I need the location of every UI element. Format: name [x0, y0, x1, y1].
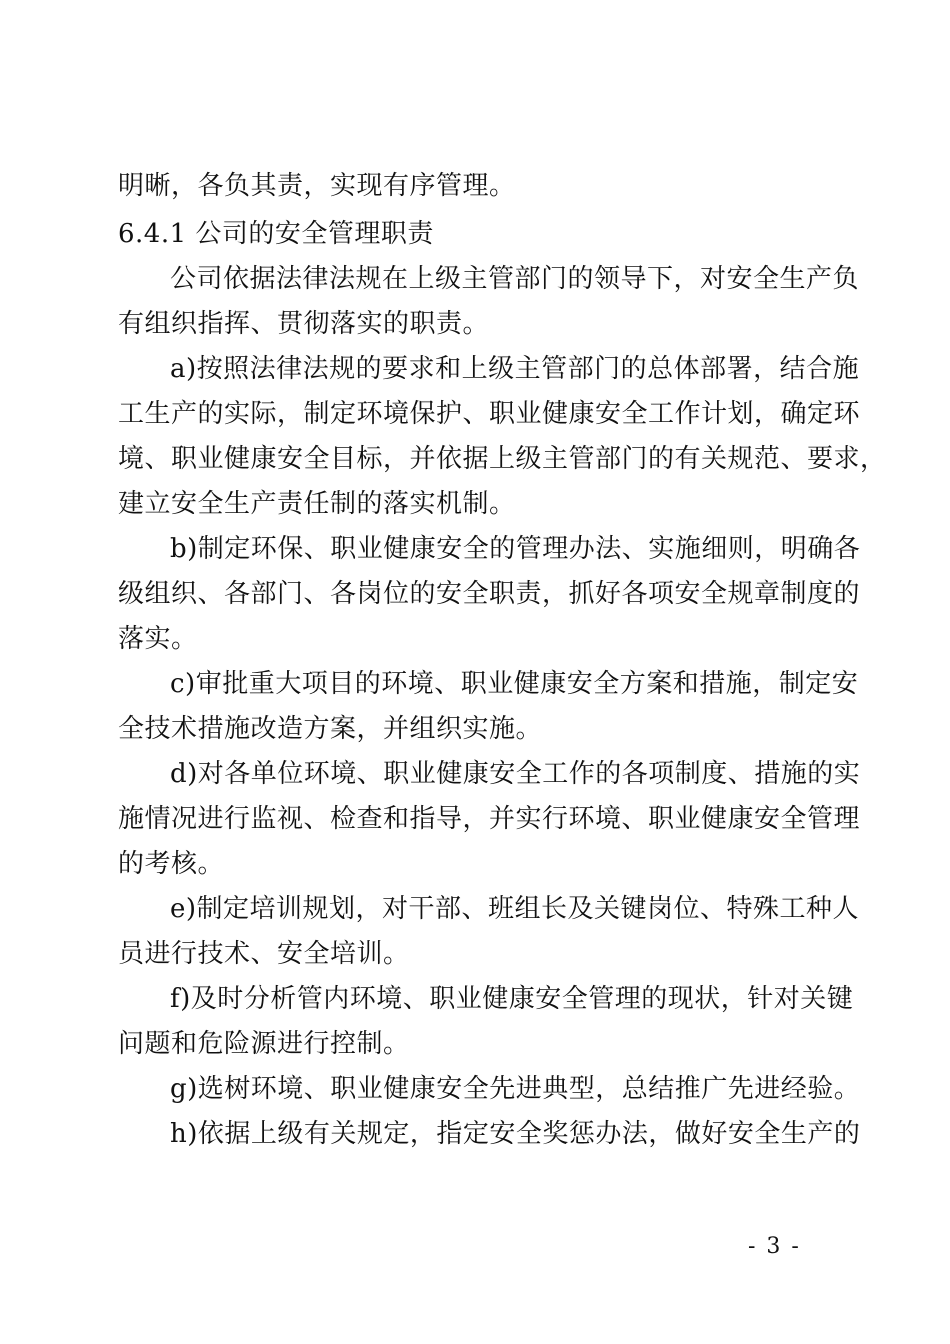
list-item-d: d)对各单位环境、职业健康安全工作的各项制度、措施的实	[170, 759, 861, 789]
text-line: 全技术措施改造方案，并组织实施。	[118, 714, 543, 744]
text-line: 境、职业健康安全目标，并依据上级主管部门的有关规范、要求，	[118, 444, 887, 474]
list-item-a: a)按照法律法规的要求和上级主管部门的总体部署，结合施	[170, 354, 860, 384]
text-line: 落实。	[118, 624, 198, 654]
list-item-g: g)选树环境、职业健康安全先进典型，总结推广先进经验。	[170, 1074, 861, 1104]
text-line: 的考核。	[118, 849, 225, 879]
text-line: 施情况进行监视、检查和指导，并实行环境、职业健康安全管理	[118, 804, 861, 834]
list-item-h: h)依据上级有关规定，指定安全奖惩办法，做好安全生产的	[170, 1119, 861, 1149]
text-line: 公司依据法律法规在上级主管部门的领导下，对安全生产负	[170, 264, 860, 294]
text-line: 级组织、各部门、各岗位的安全职责，抓好各项安全规章制度的	[118, 579, 861, 609]
text-line: 员进行技术、安全培训。	[118, 939, 410, 969]
text-line: 工生产的实际，制定环境保护、职业健康安全工作计划，确定环	[118, 399, 861, 429]
list-item-c: c)审批重大项目的环境、职业健康安全方案和措施，制定安	[170, 669, 859, 699]
text-line: 有组织指挥、贯彻落实的职责。	[118, 309, 490, 339]
page-number: - 3 -	[748, 1234, 801, 1259]
list-item-f: f)及时分析管内环境、职业健康安全管理的现状，针对关键	[170, 984, 854, 1014]
list-item-b: b)制定环保、职业健康安全的管理办法、实施细则，明确各	[170, 534, 861, 564]
list-item-e: e)制定培训规划，对干部、班组长及关键岗位、特殊工种人	[170, 894, 860, 924]
text-line: 建立安全生产责任制的落实机制。	[118, 489, 516, 519]
section-heading: 6.4.1 公司的安全管理职责	[118, 219, 434, 249]
text-line: 问题和危险源进行控制。	[118, 1029, 410, 1059]
text-line: 明晰，各负其责，实现有序管理。	[118, 171, 516, 201]
